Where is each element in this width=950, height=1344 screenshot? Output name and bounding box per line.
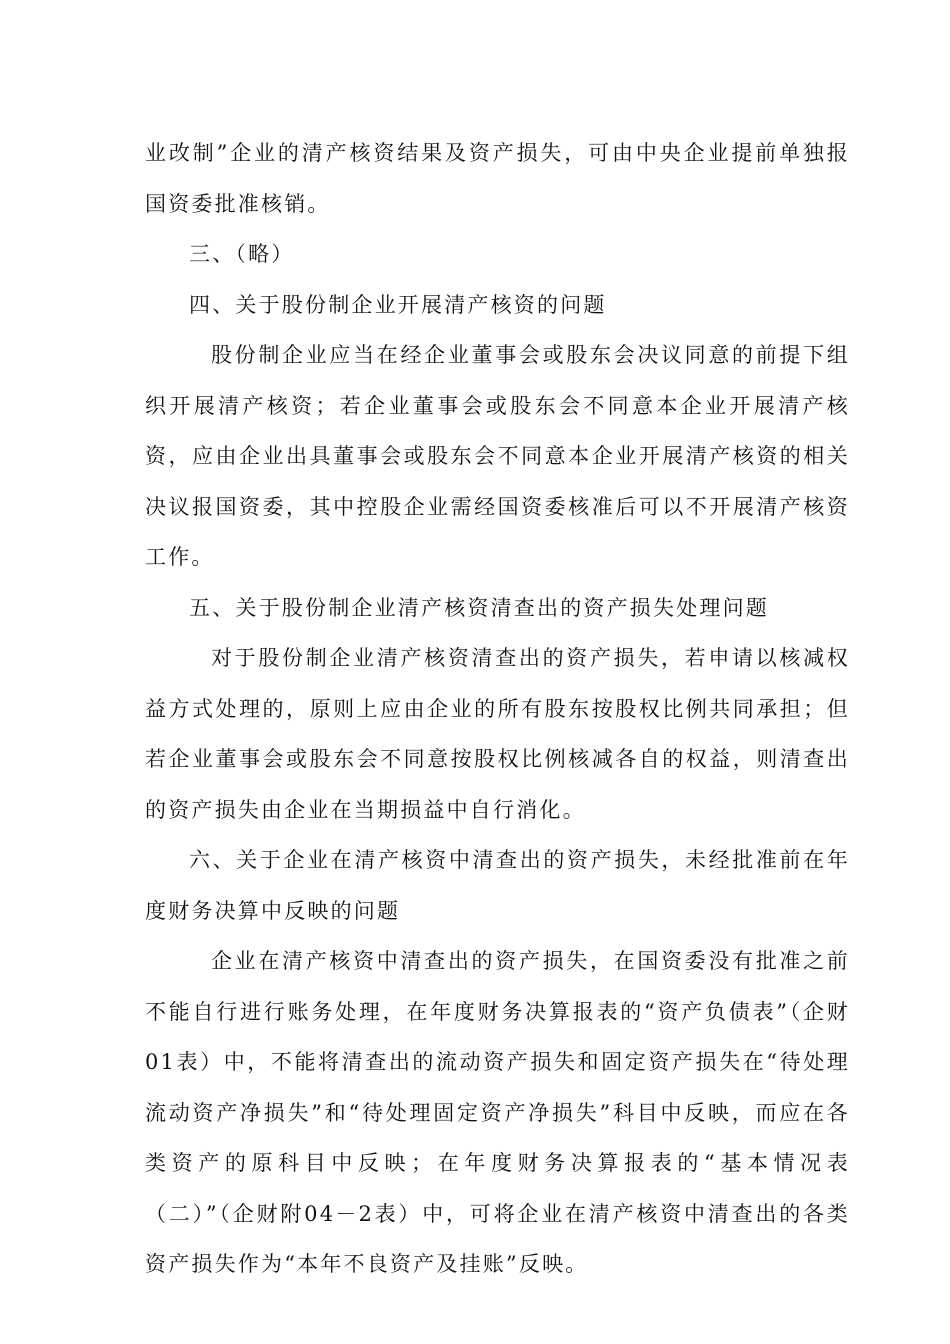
- section-heading-5: 五、关于股份制企业清产核资清查出的资产损失处理问题: [189, 595, 769, 620]
- paragraph-section-6: 企业在清产核资中清查出的资产损失，在国资委没有批准之前不能自行进行账务处理，在年度财务决算报表的“资产负债表”（企财01表）中，不能将清查出的流动资产损失和固定资产损失在“待处理流动资产净损失”和“待处理固定资产净损失”科目中反映，而应在各类资产的原科目中反映；在年度财务决算报表的“基本情况表（二）”（企财附04－2表）中，可将企业在清产核资中清查出的各类资产损失作为“本年不良资产及挂账”反映。: [145, 949, 850, 1276]
- document-body: [145, 128, 850, 1290]
- section-heading-3: 三、（略）: [189, 242, 295, 266]
- paragraph-section-5: 对于股份制企业清产核资清查出的资产损失，若申请以核减权益方式处理的，原则上应由企业的所有股东按股权比例共同承担；但若企业董事会或股东会不同意按股权比例核减各自的权益，则清查出的资产损失由企业在当期损益中自行消化。: [145, 646, 850, 822]
- section-heading-6: 六、关于企业在清产核资中清查出的资产损失，未经批准前在年度财务决算中反映的问题: [145, 848, 850, 923]
- section-heading-4: 四、关于股份制企业开展清产核资的问题: [189, 292, 607, 317]
- paragraph-section-4: 股份制企业应当在经企业董事会或股东会决议同意的前提下组织开展清产核资；若企业董事会或股东会不同意本企业开展清产核资，应由企业出具董事会或股东会不同意本企业开展清产核资的相关决议报国资委，其中控股企业需经国资委核准后可以不开展清产核资工作。: [145, 343, 850, 569]
- paragraph-continuation: 业改制”企业的清产核资结果及资产损失，可由中央企业提前单独报国资委批准核销。: [145, 141, 850, 216]
